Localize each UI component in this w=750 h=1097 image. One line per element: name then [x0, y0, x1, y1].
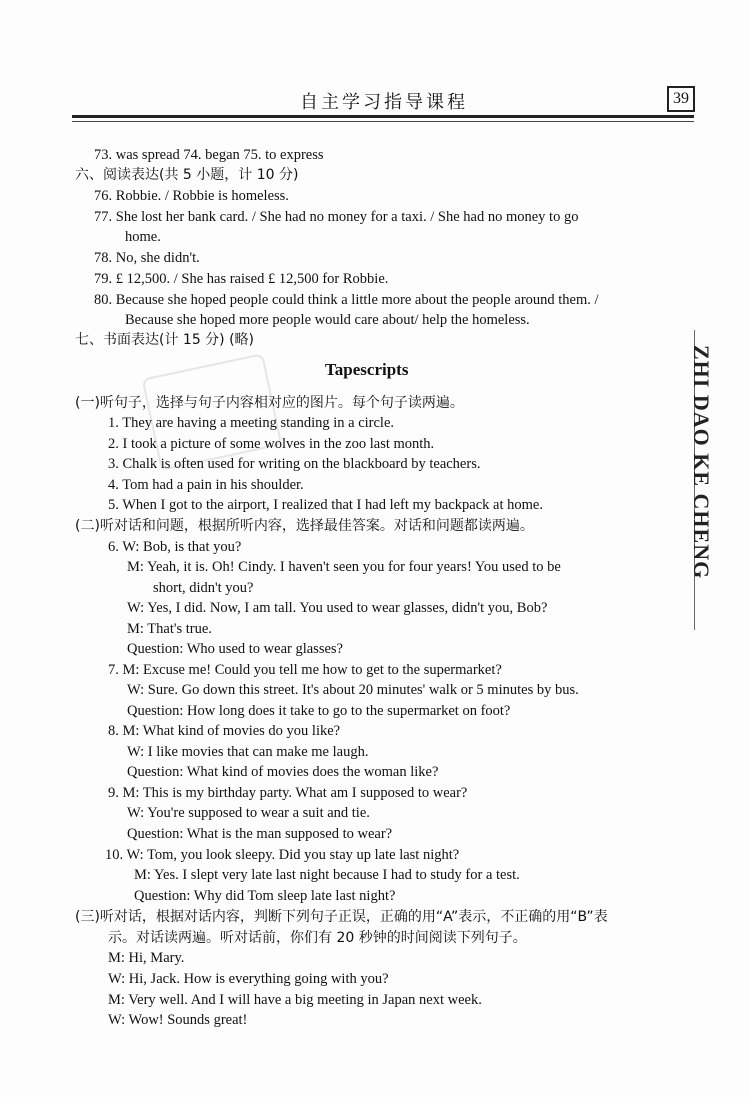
answer-line: Because she hoped more people would care about/ help the homeless.: [125, 312, 530, 328]
answer-line: 76. Robbie. / Robbie is homeless.: [94, 188, 289, 204]
script-line: 10. W: Tom, you look sleepy. Did you stay up late last night?: [105, 847, 460, 863]
header-rule: [72, 115, 694, 118]
script-line: M: Yes. I slept very late last night because I had to study for a test.: [134, 867, 520, 883]
script-line: Question: Who used to wear glasses?: [127, 641, 343, 657]
answer-line: 77. She lost her bank card. / She had no money for a taxi. / She had no money to go: [94, 209, 579, 225]
header-title: 自主学习指导课程: [300, 92, 468, 113]
answer-line: home.: [125, 229, 161, 245]
script-line: Question: What kind of movies does the woman like?: [127, 764, 439, 780]
part-heading: (三)听对话，根据对话内容，判断下列句子正误，正确的用“A”表示，不正确的用“B”表: [75, 909, 608, 925]
script-line: W: Hi, Jack. How is everything going with you?: [108, 971, 389, 987]
side-title: ZHI DAO KE CHENG: [689, 345, 714, 580]
script-line: 8. M: What kind of movies do you like?: [108, 723, 341, 739]
script-line: M: Yeah, it is. Oh! Cindy. I haven't seen you for four years! You used to be: [127, 559, 561, 575]
script-line: Question: Why did Tom sleep late last night?: [134, 888, 396, 904]
script-line: W: Yes, I did. Now, I am tall. You used to wear glasses, didn't you, Bob?: [127, 600, 548, 616]
script-line: 6. W: Bob, is that you?: [108, 539, 242, 555]
part-heading: 示。对话读两遍。听对话前，你们有 20 秒钟的时间阅读下列句子。: [108, 930, 527, 946]
script-line: 3. Chalk is often used for writing on the blackboard by teachers.: [108, 456, 481, 472]
script-line: short, didn't you?: [153, 580, 254, 596]
script-line: M: That's true.: [127, 621, 212, 637]
tapescripts-title: Tapescripts: [325, 360, 409, 379]
script-line: 1. They are having a meeting standing in a circle.: [108, 415, 395, 431]
script-line: W: I like movies that can make me laugh.: [127, 744, 369, 760]
script-line: 4. Tom had a pain in his shoulder.: [108, 477, 304, 493]
answer-line: 79. £ 12,500. / She has raised £ 12,500 for Robbie.: [94, 271, 389, 287]
answer-line: 80. Because she hoped people could think a little more about the people around them. /: [94, 292, 599, 308]
script-line: M: Hi, Mary.: [108, 950, 185, 966]
script-line: 7. M: Excuse me! Could you tell me how to get to the supermarket?: [108, 662, 502, 678]
page-number: 39: [667, 86, 695, 112]
script-line: 9. M: This is my birthday party. What am I supposed to wear?: [108, 785, 468, 801]
script-line: 2. I took a picture of some wolves in the zoo last month.: [108, 436, 435, 452]
script-line: W: You're supposed to wear a suit and tie.: [127, 805, 370, 821]
answer-line: 78. No, she didn't.: [94, 250, 200, 266]
script-line: Question: What is the man supposed to wear?: [127, 826, 393, 842]
part-heading: (一)听句子，选择与句子内容相对应的图片。每个句子读两遍。: [75, 395, 464, 411]
script-line: M: Very well. And I will have a big meeting in Japan next week.: [108, 992, 482, 1008]
part-heading: (二)听对话和问题，根据所听内容，选择最佳答案。对话和问题都读两遍。: [75, 518, 534, 534]
header-rule-thin: [72, 121, 694, 122]
answer-line: 73. was spread 74. began 75. to express: [94, 147, 324, 163]
section-heading: 六、阅读表达(共 5 小题，计 10 分): [75, 167, 299, 183]
script-line: Question: How long does it take to go to the supermarket on foot?: [127, 703, 511, 719]
script-line: W: Sure. Go down this street. It's about 20 minutes' walk or 5 minutes by bus.: [127, 682, 579, 698]
script-line: W: Wow! Sounds great!: [108, 1012, 248, 1028]
script-line: 5. When I got to the airport, I realized that I had left my backpack at home.: [108, 497, 543, 513]
section-heading: 七、书面表达(计 15 分) (略): [75, 332, 255, 348]
